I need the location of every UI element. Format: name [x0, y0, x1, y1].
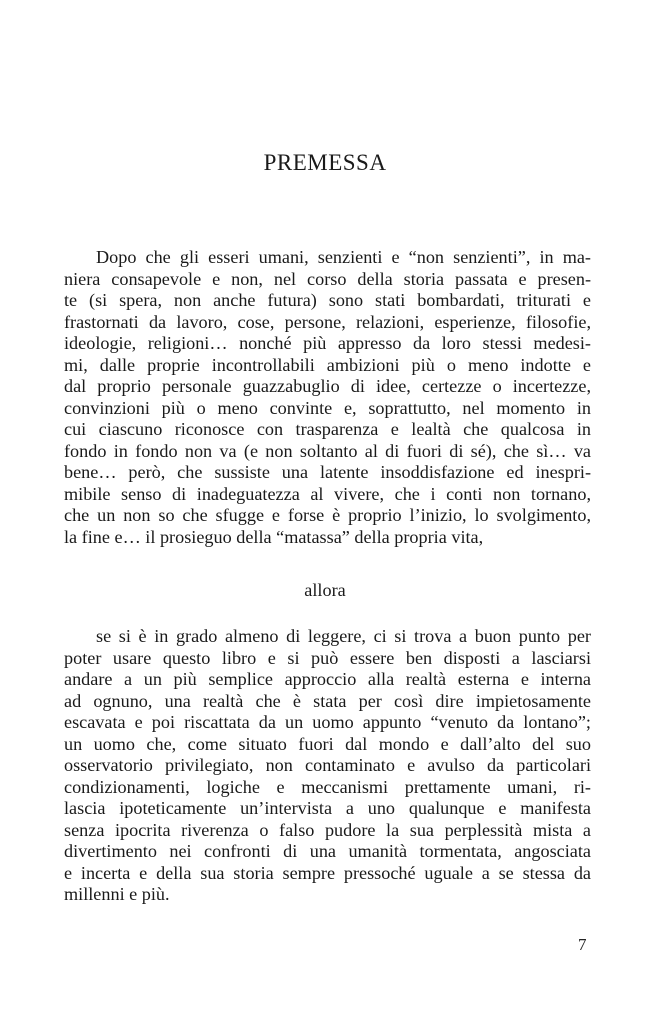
text-line: frastornati da lavoro, cose, persone, relazioni, esperienze, filosofie, [64, 311, 591, 332]
text-line: che un non so che sfugge e forse è proprio l’inizio, lo svolgimento, [64, 505, 591, 525]
text-line: poter usare questo libro e si può essere ben disposti a lasciarsi [64, 647, 591, 668]
text-line: dal proprio personale guazzabuglio di idee, certezze o incertezze, [64, 376, 591, 396]
text-line: andare a un più semplice approccio alla realtà esterna e interna [64, 669, 591, 689]
chapter-title: PREMESSA [263, 150, 387, 175]
text-line: fondo in fondo non va (e non soltanto al di fuori di sé), che sì… va [64, 440, 591, 461]
page-number: 7 [578, 935, 587, 954]
paragraph-1 [64, 247, 591, 548]
text-line: millenni e più. [64, 884, 170, 904]
text-line: niera consapevole e non, nel corso della storia passata e presen- [64, 268, 591, 289]
text-line: cui ciascuno riconosce con trasparenza e lealtà che qualcosa in [64, 419, 591, 439]
text-line: bene… però, che sussiste una latente insoddisfazione ed inespri- [64, 462, 591, 482]
text-line: senza ipocrita riverenza o falso pudore la sua perplessità mista a [64, 819, 591, 840]
text-line: escavata e poi riscattata da un uomo appunto “venuto da lontano”; [64, 712, 591, 732]
text-line: ad ognuno, una realtà che è stata per così dire impietosamente [64, 690, 591, 711]
text-line: condizionamenti, logiche e meccanismi prettamente umani, ri- [64, 776, 591, 797]
text-line: ideologie, religioni… nonché più appresso da loro stessi medesi- [64, 333, 591, 353]
text-line: lascia ipoteticamente un’intervista a uno qualunque e manifesta [64, 798, 591, 818]
text-line: se si è in grado almeno di leggere, ci si trova a buon punto per [96, 626, 591, 646]
paragraph-2 [64, 626, 591, 906]
text-line: osservatorio privilegiato, non contaminato e avulso da particolari [64, 755, 591, 775]
text-line: te (si spera, non anche futura) sono stati bombardati, triturati e [64, 290, 591, 310]
text-line: un uomo che, come situato fuori dal mondo e dall’alto del suo [64, 733, 591, 754]
text-line: mibile senso di inadeguatezza al vivere, che i conti non tornano, [64, 483, 591, 504]
text-line: mi, dalle proprie incontrollabili ambizioni più o meno indotte e [64, 354, 591, 375]
text-line: e incerta e della sua storia sempre pressoché uguale a se stessa da [64, 862, 591, 883]
text-line: la fine e… il prosieguo della “matassa” della propria vita, [64, 526, 484, 547]
connector-word: allora [304, 580, 346, 600]
text-line: Dopo che gli esseri umani, senzienti e “non senzienti”, in ma- [96, 247, 591, 267]
text-line: divertimento nei confronti di una umanità tormentata, angosciata [64, 841, 591, 861]
text-line: convinzioni più o meno convinte e, soprattutto, nel momento in [64, 397, 591, 418]
